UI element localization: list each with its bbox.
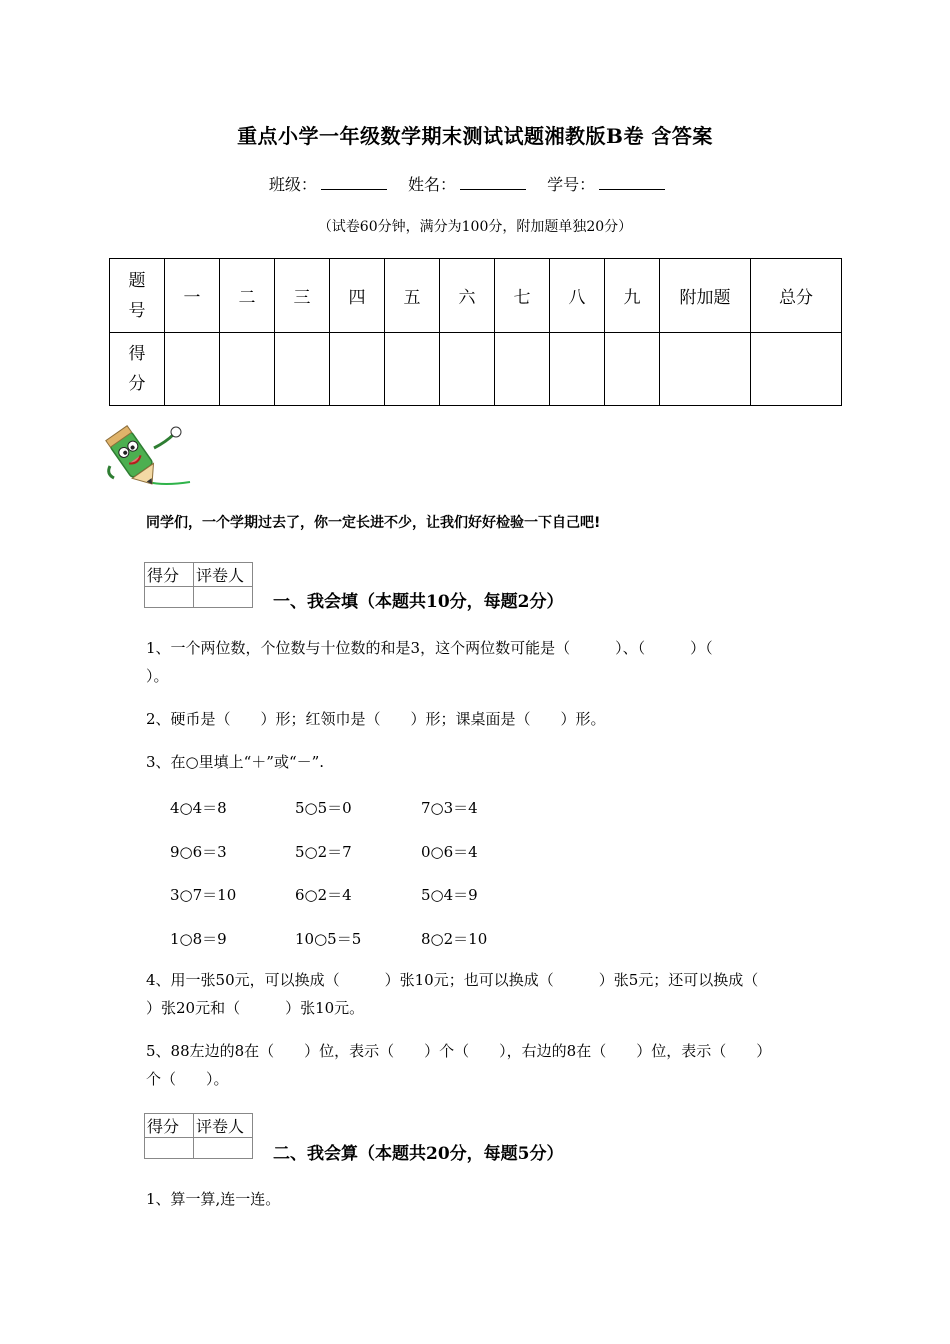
score-cell-2[interactable] [220, 333, 275, 406]
score-cell-4[interactable] [330, 333, 385, 406]
intro-text: 同学们，一个学期过去了，你一定长进不少，让我们好好检验一下自己吧! [146, 515, 601, 531]
score-table-header-row [110, 259, 842, 333]
section1-heading: 一、我会填（本题共10分，每题2分） [273, 592, 564, 612]
equation-3-2: 6○2＝4 [295, 886, 352, 904]
section2-question-1: 1、算一算,连一连。 [146, 1190, 281, 1208]
col-9: 九 [605, 259, 660, 333]
equation-4-2: 10○5＝5 [295, 930, 362, 948]
question-2: 2、硬币是（ ）形；红领巾是（ ）形；课桌面是（ ）形。 [146, 710, 606, 728]
name-field[interactable] [460, 175, 526, 190]
score-table-score-row [110, 333, 842, 406]
col-8: 八 [550, 259, 605, 333]
score-cell-7[interactable] [495, 333, 550, 406]
header-label-cell [110, 259, 165, 333]
col-7: 七 [495, 259, 550, 333]
col-3: 三 [275, 259, 330, 333]
equation-4-3: 8○2＝10 [421, 930, 488, 948]
col-extra: 附加题 [660, 259, 751, 333]
col-4: 四 [330, 259, 385, 333]
row-label-cell [110, 333, 165, 406]
header-label: 题号 [128, 270, 146, 321]
score-cell-total[interactable] [751, 333, 842, 406]
number-label: 学号： [547, 175, 596, 194]
score-cell-extra[interactable] [660, 333, 751, 406]
grader-name-label: 评卷人 [194, 563, 253, 587]
equation-2-2: 5○2＝7 [295, 843, 352, 861]
number-field[interactable] [599, 175, 665, 190]
score-cell-6[interactable] [440, 333, 495, 406]
section2-heading: 二、我会算（本题共20分，每题5分） [273, 1144, 564, 1164]
grader-score-label: 得分 [145, 1114, 194, 1138]
grader-name-label: 评卷人 [194, 1114, 253, 1138]
class-field[interactable] [321, 175, 387, 190]
equation-2-3: 0○6＝4 [421, 843, 478, 861]
col-6: 六 [440, 259, 495, 333]
equation-1-1: 4○4＝8 [170, 799, 227, 817]
grader-score-field[interactable] [145, 1138, 194, 1159]
grader-score-field[interactable] [145, 587, 194, 608]
col-total: 总分 [751, 259, 842, 333]
exam-note: （试卷60分钟，满分为100分，附加题单独20分） [317, 219, 633, 235]
question-1-line-2: ）。 [146, 667, 169, 685]
question-1-line-1: 1、一个两位数，个位数与十位数的和是3，这个两位数可能是（ ）、（ ）（ [146, 639, 713, 657]
question-5-line-2: 个（ ）。 [146, 1070, 229, 1088]
col-1: 一 [165, 259, 220, 333]
score-cell-9[interactable] [605, 333, 660, 406]
score-cell-3[interactable] [275, 333, 330, 406]
student-info-line [0, 172, 950, 195]
question-5-line-1: 5、88左边的8在（ ）位，表示（ ）个（ ），右边的8在（ ）位，表示（ ） [146, 1042, 772, 1060]
equation-1-3: 7○3＝4 [421, 799, 478, 817]
grader-box-1 [144, 562, 253, 608]
equation-3-3: 5○4＝9 [421, 886, 478, 904]
class-label: 班级： [268, 175, 317, 194]
question-4-line-1: 4、用一张50元，可以换成（ ）张10元；也可以换成（ ）张5元；还可以换成（ [146, 971, 759, 989]
grader-name-field[interactable] [194, 587, 253, 608]
score-table [109, 258, 842, 406]
grader-name-field[interactable] [194, 1138, 253, 1159]
equation-4-1: 1○8＝9 [170, 930, 227, 948]
col-5: 五 [385, 259, 440, 333]
question-4-line-2: ）张20元和（ ）张10元。 [146, 999, 365, 1017]
score-cell-5[interactable] [385, 333, 440, 406]
pencil-mascot-icon [104, 420, 196, 492]
question-3: 3、在○里填上“＋”或“－”. [146, 753, 325, 771]
row-label: 得分 [128, 344, 146, 394]
equation-1-2: 5○5＝0 [295, 799, 352, 817]
page-title: 重点小学一年级数学期末测试试题湘教版B卷 含答案 [237, 124, 713, 148]
name-label: 姓名： [407, 175, 456, 194]
grader-box-2 [144, 1113, 253, 1159]
score-cell-1[interactable] [165, 333, 220, 406]
score-cell-8[interactable] [550, 333, 605, 406]
col-2: 二 [220, 259, 275, 333]
equation-2-1: 9○6＝3 [170, 843, 227, 861]
equation-3-1: 3○7＝10 [170, 886, 237, 904]
grader-score-label: 得分 [145, 563, 194, 587]
